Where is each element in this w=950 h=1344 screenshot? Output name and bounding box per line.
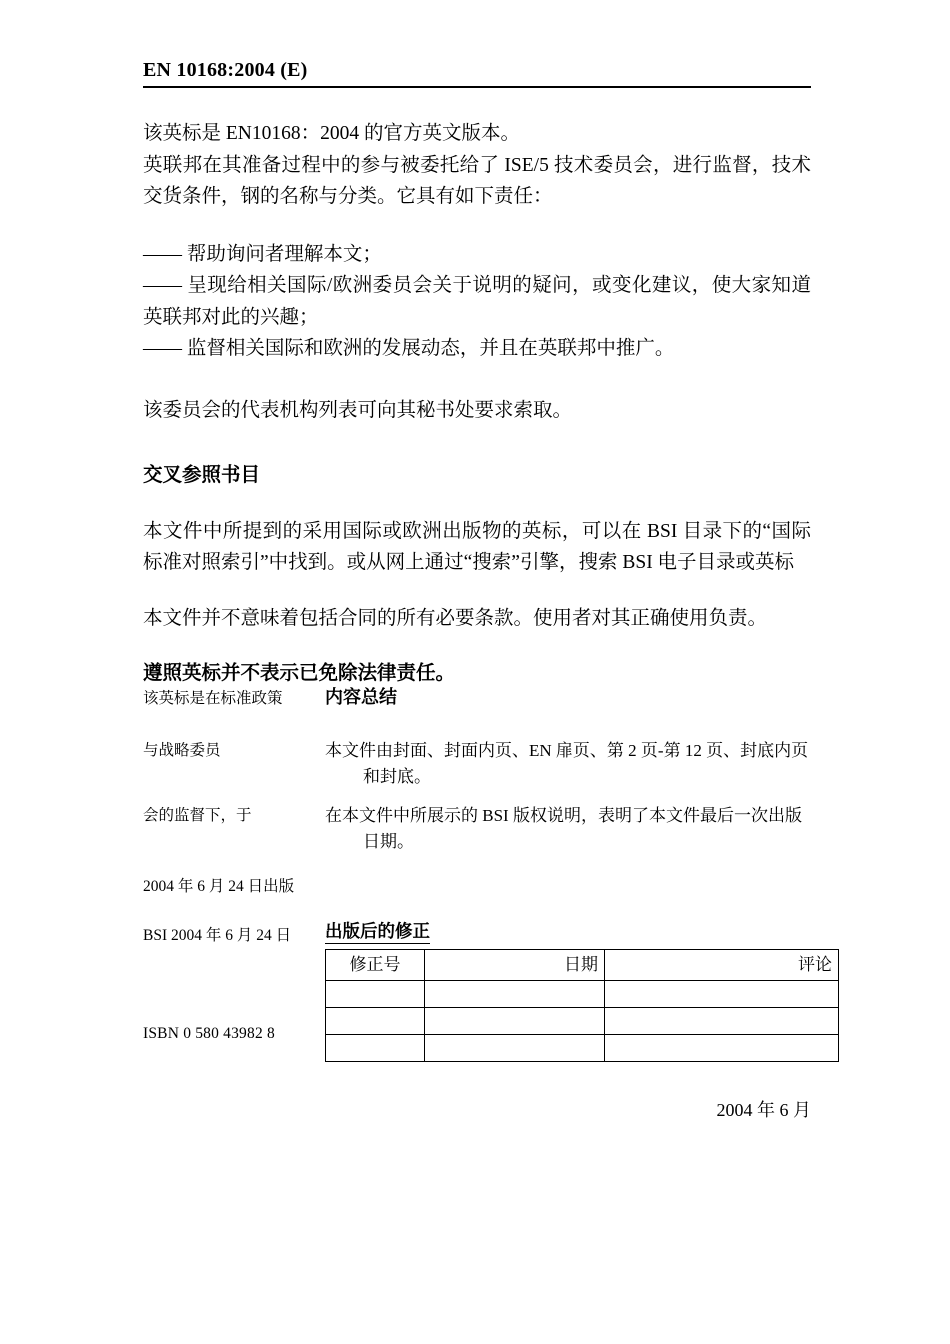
amendments-heading: 出版后的修正 xyxy=(325,921,430,944)
contract-note: 本文件并不意味着包括合同的所有必要条款。使用者对其正确使用负责。 xyxy=(143,608,768,630)
footer-date: 2004 年 6 月 xyxy=(716,1100,811,1120)
list-item: —— 监督相关国际和欧洲的发展动态，并且在英联邦中推广。 xyxy=(143,338,675,360)
header-divider xyxy=(143,86,811,88)
summary-section xyxy=(143,686,832,1062)
table-row xyxy=(326,1008,839,1035)
spacer xyxy=(143,710,818,738)
cell-amendment-no xyxy=(326,981,425,1008)
cell-amendment-no xyxy=(326,1008,425,1035)
list-item: —— 帮助询问者理解本文； xyxy=(143,243,382,265)
spacer xyxy=(143,789,818,803)
amendments-left-label: BSI 2004 年 6 月 24 日 xyxy=(143,926,292,944)
summary-left-line-2: 与战略委员 xyxy=(143,742,221,760)
page-title: EN 10168:2004 (E) xyxy=(143,59,308,81)
summary-row-title xyxy=(143,686,818,710)
cell-date xyxy=(425,1035,605,1062)
cell-date xyxy=(425,981,605,1008)
table-header-row xyxy=(326,950,839,981)
summary-heading: 内容总结 xyxy=(325,687,397,707)
column-header-date: 日期 xyxy=(425,950,605,981)
amendments-table xyxy=(325,949,839,1062)
intro-line-2: 英联邦在其准备过程中的参与被委托给了 ISE/5 技术委员会，进行监督，技术交货条件，钢的名称与分类。它具有如下责任： xyxy=(143,154,811,208)
summary-left-line-4: 2004 年 6 月 24 日出版 xyxy=(143,878,295,896)
summary-left-line-3: 会的监督下，于 xyxy=(143,807,252,825)
intro-block xyxy=(143,118,811,213)
list-item: —— 呈现给相关国际/欧洲委员会关于说明的疑问，或变化建议，使大家知道英联邦对此的兴趣； xyxy=(143,275,811,328)
cross-reference-heading: 交叉参照书目 xyxy=(143,464,261,486)
isbn-text: ISBN 0 580 43982 8 xyxy=(143,1025,275,1042)
summary-row-publish-date xyxy=(143,874,818,898)
summary-row-body-1 xyxy=(143,738,818,789)
spacer xyxy=(143,213,811,239)
cell-comments xyxy=(605,1035,839,1062)
summary-body-1: 本文件由封面、封面内页、EN 扉页、第 2 页-第 12 页、封底内页和封底。 xyxy=(325,741,809,786)
liability-note: 遵照英标并不表示已免除法律责任。 xyxy=(143,662,456,684)
summary-row-body-2 xyxy=(143,803,818,854)
responsibilities-list xyxy=(143,239,811,365)
table-row xyxy=(326,1035,839,1062)
cell-date xyxy=(425,1008,605,1035)
summary-left-line-1: 该英标是在标准政策 xyxy=(143,690,283,707)
spacer xyxy=(143,854,818,874)
cell-comments xyxy=(605,1008,839,1035)
cell-amendment-no xyxy=(326,1035,425,1062)
secretariat-note: 该委员会的代表机构列表可向其秘书处要求索取。 xyxy=(143,400,573,422)
intro-line-1: 该英标是 EN10168：2004 的官方英文版本。 xyxy=(143,123,520,144)
cross-reference-paragraph: 本文件中所提到的采用国际或欧洲出版物的英标，可以在 BSI 目录下的“国际标准对照索引”中找到。或从网上通过“搜索”引擎，搜索 BSI 电子目录或英标 xyxy=(143,520,811,574)
column-header-comments: 评论 xyxy=(605,950,839,981)
document-content xyxy=(143,0,811,688)
cell-comments xyxy=(605,981,839,1008)
table-row xyxy=(326,981,839,1008)
column-header-amendment-no: 修正号 xyxy=(326,950,425,981)
summary-body-2: 在本文件中所展示的 BSI 版权说明，表明了本文件最后一次出版日期。 xyxy=(325,806,802,851)
